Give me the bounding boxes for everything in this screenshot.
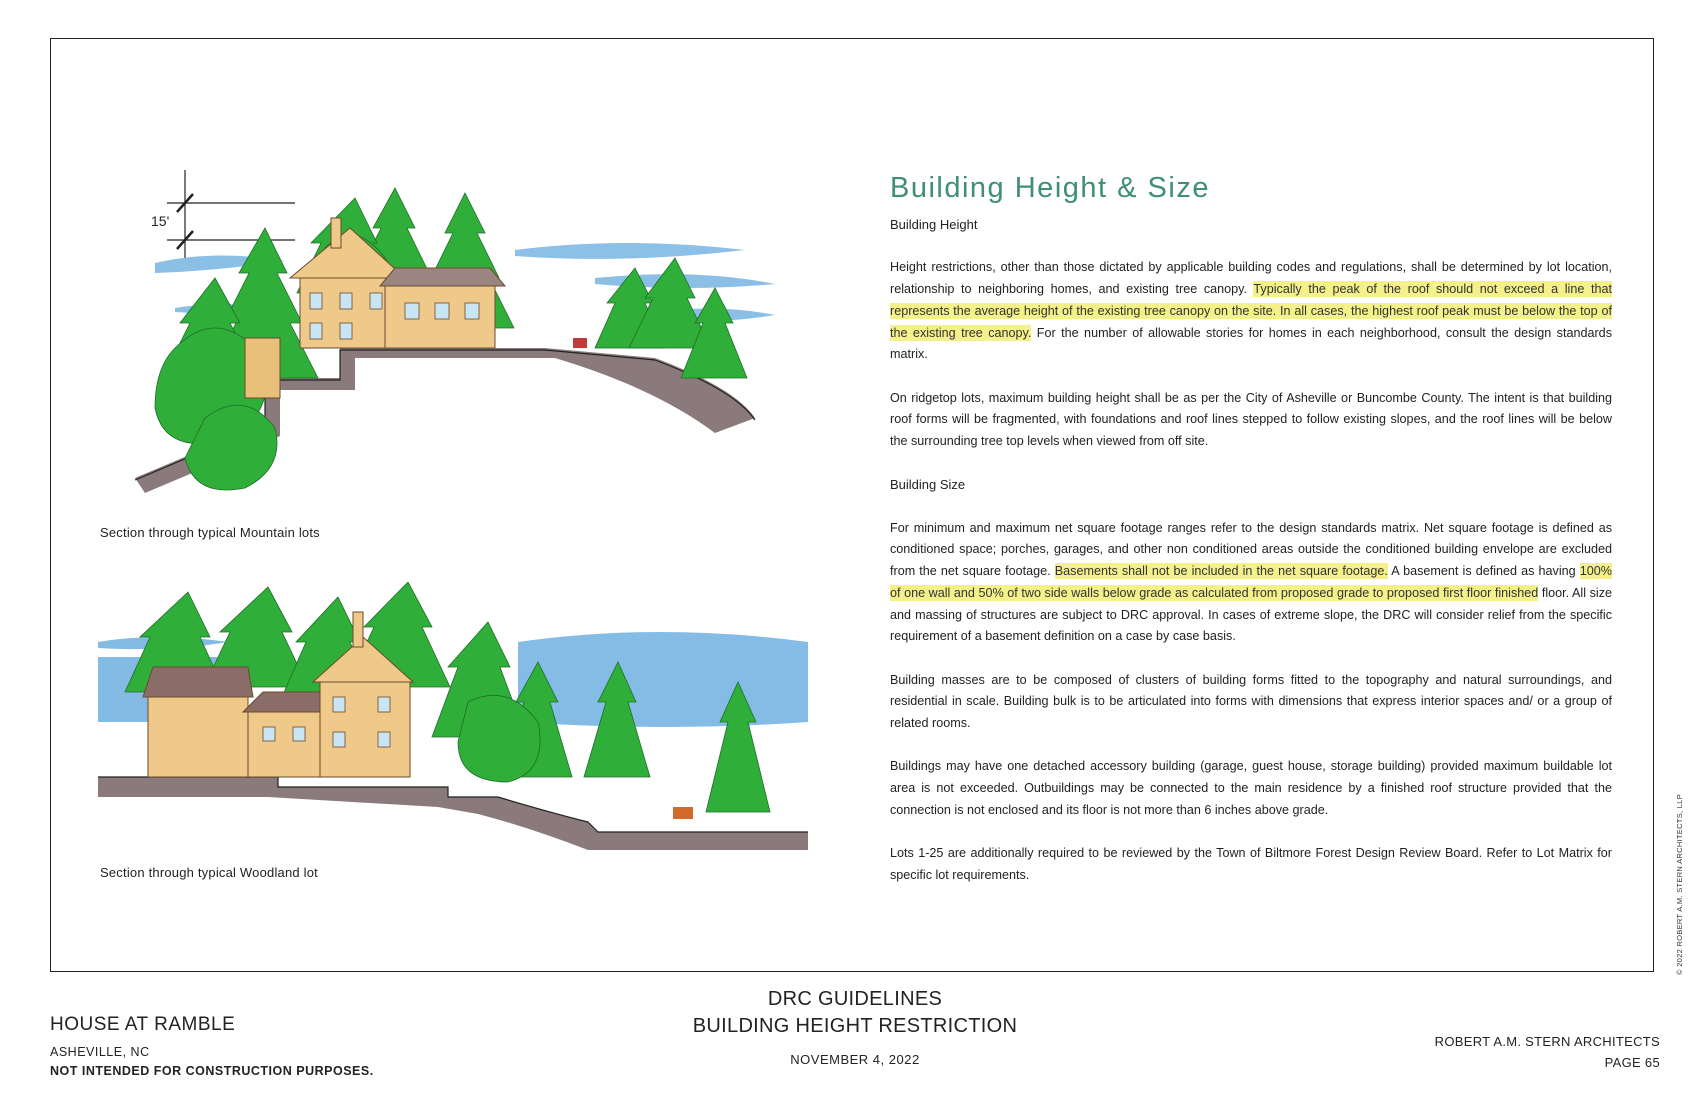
document-date: NOVEMBER 4, 2022: [790, 1052, 920, 1067]
highlight-basement-definition: 100% of one wall and 50% of two side walls below grade as calculated from proposed grade to proposed first floor finished: [890, 564, 1612, 600]
caption-mountain-lots: Section through typical Mountain lots: [100, 525, 320, 540]
copyright-notice: © 2022 ROBERT A.M. STERN ARCHITECTS, LLP: [1675, 793, 1684, 975]
paragraph-height-restrictions: Height restrictions, other than those dictated by applicable building codes and regulations, shall be determined by lot location, relationship to neighboring homes, and existing tree canopy. Typically the peak of the roof should not exceed a line that represents the average height of the existing tree canopy on the site. In all cases, the highest roof peak must be below the top of the existing tree canopy. For the number of allowable stories for homes in each neighborhood, consult the design standards matrix.: [890, 260, 1612, 362]
dimension-marker: [167, 170, 295, 258]
page-number: PAGE 65: [1604, 1055, 1660, 1070]
document-title-line1: DRC GUIDELINES: [767, 988, 943, 1010]
dimension-label: 15': [151, 213, 170, 229]
highlight-roof-peak: Typically the peak of the roof should not exceed a line that represents the average height of the existing tree canopy on the site. In all cases, the highest roof peak must be below the top of the existing tree canopy.: [890, 282, 1612, 340]
highlight-basements: Basements shall not be included in the net square footage.: [1054, 564, 1388, 579]
project-name: HOUSE AT RAMBLE: [50, 1014, 236, 1035]
paragraph-accessory-building: Buildings may have one detached accessory building (garage, guest house, storage building) provided maximum buildable lot area is not exceeded. Outbuildings may be connected to the main residence by a finished roof structure provided that the connection is not enclosed and its floor is not more than 6 inches above grade.: [890, 759, 1612, 817]
paragraph-building-masses: Building masses are to be composed of clusters of building forms fitted to the topography and natural surroundings, and residential in scale. Building bulk is to be articulated into forms with dimensions that express interior spaces and/ or a group of related rooms.: [890, 672, 1612, 731]
mountain-lot-section-illustration: [95, 168, 835, 518]
subheading-building-height: Building Height: [890, 217, 978, 232]
construction-disclaimer: NOT INTENDED FOR CONSTRUCTION PURPOSES.: [50, 1064, 374, 1078]
woodland-lot-section-illustration: [98, 582, 810, 862]
document-title-line2: BUILDING HEIGHT RESTRICTION: [692, 1015, 1018, 1037]
paragraph-ridgetop-lots: On ridgetop lots, maximum building height shall be as per the City of Asheville or Buncombe County. The intent is that building roof forms will be fragmented, with foundations and roof lines stepped to follow existing slopes, and the roof lines will be below the surrounding tree top levels when viewed from off site.: [890, 390, 1612, 448]
paragraph-lots-review: Lots 1-25 are additionally required to be reviewed by the Town of Biltmore Forest Design Review Board. Refer to Lot Matrix for specific lot requirements.: [890, 846, 1612, 882]
body-text: [890, 214, 1612, 908]
project-location: ASHEVILLE, NC: [50, 1045, 150, 1059]
ground-section: [98, 777, 808, 850]
paragraph-net-square-footage: For minimum and maximum net square footage ranges refer to the design standards matrix. Net square footage is defined as conditioned space; porches, garages, and other non conditioned areas outside the conditioned building envelope are excluded from the net square footage. Basements shall not be included in the net square footage. A basement is defined as having 100% of one wall and 50% of two side walls below grade as calculated from proposed grade to proposed first floor finished floor. All size and massing of structures are subject to DRC approval. In cases of extreme slope, the DRC will consider relief from the specific requirement of a basement definition on a case by case basis.: [890, 520, 1612, 644]
page-title: Building Height & Size: [890, 172, 1210, 204]
firm-name: ROBERT A.M. STERN ARCHITECTS: [1434, 1034, 1660, 1049]
subheading-building-size: Building Size: [890, 477, 966, 493]
caption-woodland-lot: Section through typical Woodland lot: [100, 865, 318, 880]
